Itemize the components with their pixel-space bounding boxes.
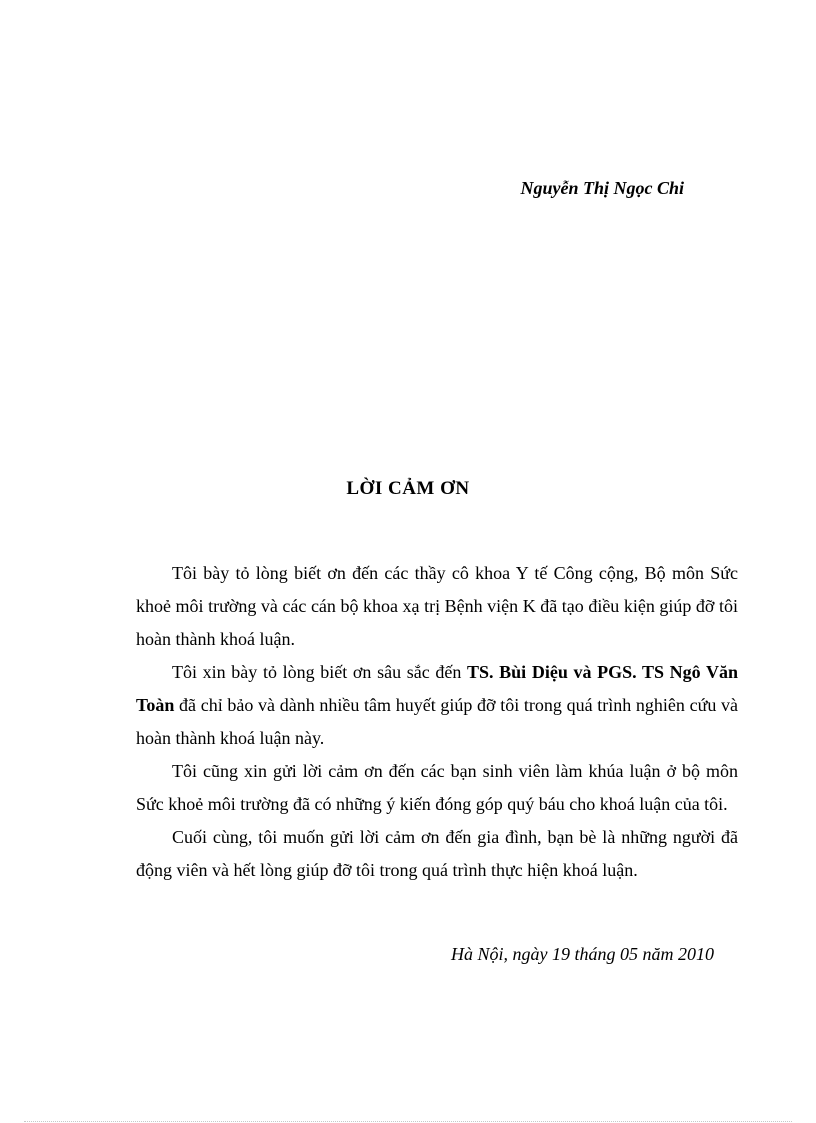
author-signature: Nguyễn Thị Ngọc Chi [520, 178, 684, 198]
paragraph [136, 656, 738, 755]
paragraph-text: Tôi xin bày tỏ lòng biết ơn sâu sắc đến [172, 662, 467, 682]
supervisor-names: TS. Bùi Diệu và PGS. TS Ngô Văn Toàn [136, 662, 738, 715]
paragraph: Tôi bày tỏ lòng biết ơn đến các thầy cô khoa Y tế Công cộng, Bộ môn Sức khoẻ môi trường và các cán bộ khoa xạ trị Bệnh viện K đã tạo điều kiện giúp đỡ tôi hoàn thành khoá luận. [136, 563, 738, 649]
date-line: Hà Nội, ngày 19 tháng 05 năm 2010 [451, 944, 714, 964]
paragraph: Tôi cũng xin gửi lời cảm ơn đến các bạn sinh viên làm khúa luận ở bộ môn Sức khoẻ môi trường đã có những ý kiến đóng góp quý báu cho khoá luận của tôi. [136, 761, 738, 814]
acknowledgement-body [136, 557, 738, 887]
page-divider [24, 1121, 792, 1122]
paragraph: Cuối cùng, tôi muốn gửi lời cảm ơn đến gia đình, bạn bè là những người đã động viên và hết lòng giúp đỡ tôi trong quá trình thực hiện khoá luận. [136, 827, 738, 880]
paragraph-text: đã chỉ bảo và dành nhiều tâm huyết giúp đỡ tôi trong quá trình nghiên cứu và hoàn thành khoá luận này. [136, 695, 738, 748]
page-title: LỜI CẢM ƠN [346, 478, 470, 499]
